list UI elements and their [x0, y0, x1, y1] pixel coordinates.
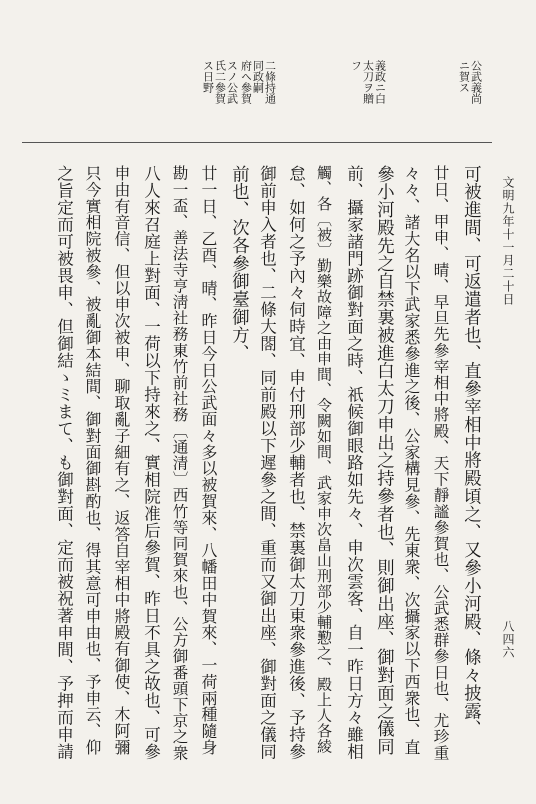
head-note: 公武義尚	[469, 60, 483, 104]
text-column: 怠、如何之予內々伺時宜、申付刑部少輔者也、禁裏御太刀東衆參進後、予持參	[286, 165, 306, 760]
text-column: 御前申入者也、二條大閤、同前殿以下遲參之間、重而又御出座、御對面之儀同	[257, 165, 277, 760]
head-note: 氏二參賀	[213, 60, 227, 104]
head-note: ス日野	[201, 60, 215, 93]
text-column: 前、攝家諸門跡御對面之時、祇候御眼路如先々、申次雲客、自一昨日方々雖相	[344, 165, 364, 760]
head-note: フ	[349, 60, 363, 71]
text-column: 參小河殿先之自禁裏被進白太刀申出之持參者也、則御出座、御對面之儀同	[373, 165, 394, 756]
text-column: 只今實相院被參、被亂御本結間、御對面御斟酌也、得其意可申由也、予申云、仰	[82, 165, 102, 756]
text-column: 八人來召庭上對面、一荷以下持來之、實相院准后參賀、昨日不具之故也、可參	[141, 165, 161, 760]
head-note: 義政ニ白	[373, 60, 387, 104]
head-note: 太刀ヲ贈	[361, 60, 375, 104]
text-column: 勘一盃、善法寺亨淸社務東竹前社務〔通清〕西竹等同賀來也、公方御番頭下京之衆	[170, 165, 189, 761]
text-column: 々々、諸大名以下武家悉參進之後、公家構見參、先東衆、次攝家以下西衆也、直	[401, 165, 421, 756]
text-column: 可被進間、可返遣者也、直參宰相中將殿頃之、又參小河殿、條々披露、	[460, 165, 481, 738]
head-note: 同政嗣	[251, 60, 265, 93]
running-title: 文明九年十一月二十日	[501, 176, 515, 306]
text-column: 之旨定而可被畏申、但御結ゝミまて、も御對面、定而被祝著申間、予押而申請	[54, 165, 74, 760]
text-column: 廿一日、乙酉、晴、昨日今日公武面々多以被賀來、八幡田中賀來、一荷兩種隨身	[198, 165, 218, 756]
text-column: 前也、次各參御臺御方、	[228, 165, 249, 362]
head-note: 府ヘ參賀	[239, 60, 253, 104]
head-note: スノ公武	[225, 60, 239, 104]
text-column: 廿日、甲申、晴、早旦先參宰相中將殿、天下靜謐參賀也、公武悉群參日也、尤珍重	[431, 165, 450, 761]
head-note: 二條持通	[263, 60, 277, 104]
page-number: 八四六	[501, 620, 515, 659]
header-rule	[22, 142, 492, 143]
head-note: ニ賀ス	[457, 60, 471, 93]
text-column: 觸、各〔被〕勤樂故障之由申間、令闕如間、武家申次畠山刑部少輔懃之、殿上人各綾	[315, 165, 333, 754]
text-column: 申由有音信、但以申次被申、聊取亂子細有之、返答自宰相中將殿有御使、木阿彌	[111, 165, 131, 756]
